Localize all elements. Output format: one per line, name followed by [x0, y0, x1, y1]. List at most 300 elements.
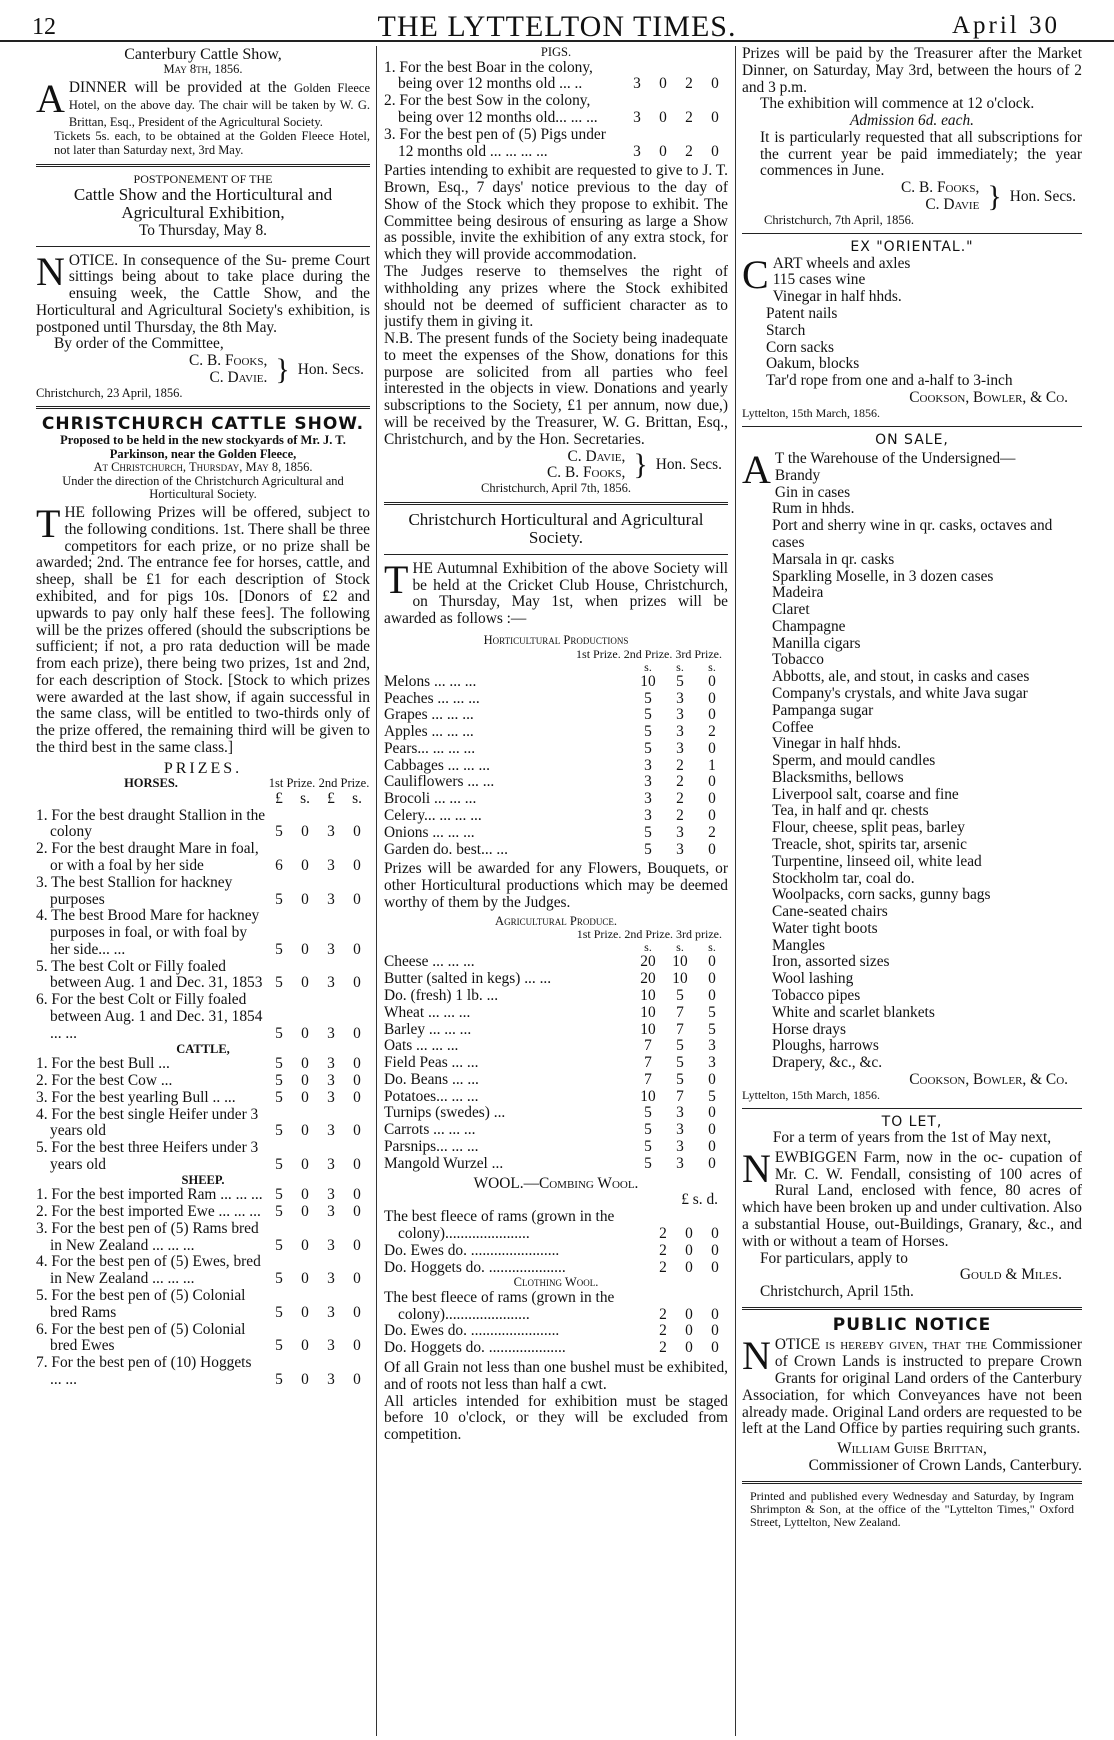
- prize-row: [36, 1204, 370, 1221]
- prize-label: 1. For the best draught Stallion in the colony: [36, 806, 266, 841]
- text: OTICE. In consequence of the Su-: [68, 251, 287, 269]
- prize-value: 2: [676, 806, 684, 824]
- advert-subtitle: For a term of years from the 1st of May next,: [772, 1129, 1052, 1147]
- prize-label: The best fleece of rams (grown in the colony)......................: [384, 1288, 615, 1323]
- prize-row: [36, 1073, 370, 1090]
- prize-label: Do. Ewes do. .......................: [384, 1322, 560, 1340]
- prize-value: 0: [301, 1155, 309, 1173]
- prize-value: 0: [301, 1370, 309, 1388]
- firm-name: Cookson, Bowler, & Co.: [909, 388, 1068, 406]
- goods-list: [742, 251, 1082, 390]
- prize-value: 3: [327, 1122, 335, 1140]
- brace: }: [633, 448, 648, 482]
- text: cupation of Mr. C. W. Fendall, consisting of 100 acres of Rural Land, enclosed with fence, 80 acres of which have been broken up and under cultivation. Also a substantial House, out-Buildings, Granary, &c., and with or without a team of Horses.: [742, 1148, 1082, 1250]
- divider: [36, 164, 370, 167]
- prize-row: [384, 1022, 728, 1039]
- prize-row: [384, 1055, 728, 1072]
- text: By order of the Committee,: [54, 335, 224, 353]
- signatory-role: Hon. Secs.: [655, 455, 722, 473]
- prize-label: 6. For the best pen of (5) Colonial bred Ewes: [36, 1320, 246, 1355]
- prize-value: 0: [353, 1370, 361, 1388]
- prize-value: 5: [676, 672, 684, 690]
- prize-value: 5: [644, 823, 652, 841]
- paragraph: The exhibition will commence at 12 o'clock.: [760, 95, 1035, 113]
- prize-value: 0: [353, 1071, 361, 1089]
- prize-label: 1. For the best Bull ...: [36, 1055, 170, 1073]
- text: OTICE is hereby given, that the: [774, 1336, 988, 1354]
- prize-value: 2: [685, 108, 693, 126]
- prize-label: 2. For the best Cow ...: [36, 1071, 173, 1089]
- prize-value: 3: [327, 1186, 335, 1204]
- prize-label: Field Peas ... ...: [384, 1054, 479, 1072]
- prize-label: 1. For the best Boar in the colony, being over 12 months old ... ..: [384, 58, 593, 93]
- prize-row: [36, 959, 370, 993]
- prize-value: 0: [301, 1303, 309, 1321]
- prize-value: 3: [327, 890, 335, 908]
- column-header: 2nd Prize.: [318, 776, 370, 791]
- prize-value: 0: [708, 987, 716, 1004]
- prize-label: 2. For the best Sow in the colony, being over 12 months old... ... ...: [384, 92, 598, 126]
- prize-value: 5: [275, 1236, 283, 1254]
- goods-item: Claret: [772, 601, 810, 619]
- column-header: s.: [300, 789, 310, 807]
- prize-value: 3: [327, 1024, 335, 1042]
- prize-value: 3: [633, 108, 641, 126]
- issue-date: April 30: [951, 12, 1060, 39]
- section-heading: PIGS.: [540, 46, 572, 59]
- prize-value: 0: [659, 142, 667, 160]
- prize-value: 5: [275, 1337, 283, 1355]
- goods-item: Drapery, &c., &c.: [772, 1054, 883, 1072]
- prize-value: 0: [301, 1122, 309, 1140]
- prize-label: Butter (salted in kegs) ... ...: [384, 970, 552, 988]
- prize-value: 5: [676, 1037, 684, 1055]
- section-heading: Clothing Wool.: [513, 1275, 599, 1290]
- prize-value: 0: [353, 1024, 361, 1042]
- prize-value: 0: [711, 1339, 719, 1357]
- prize-value: 5: [644, 739, 652, 757]
- prize-value: 10: [640, 987, 656, 1004]
- text: DINNER will be provided at the: [68, 79, 287, 97]
- prize-value: 5: [644, 1154, 652, 1172]
- goods-item: Corn sacks: [766, 338, 834, 356]
- prize-label: 6. For the best Colt or Filly foaled between Aug. 1 and Dec. 31, 1854 ... ...: [36, 991, 263, 1042]
- section-heading: Horticultural Productions: [483, 632, 629, 647]
- article-title: CHRISTCHURCH CATTLE SHOW.: [41, 414, 365, 435]
- column-header: s.: [352, 789, 362, 807]
- prize-value: 2: [685, 75, 693, 93]
- prize-row: [384, 1038, 728, 1055]
- prize-row: [36, 1355, 370, 1389]
- prize-row: [384, 1105, 728, 1122]
- prize-row: [36, 841, 370, 875]
- prize-label: Grapes ... ... ...: [384, 706, 474, 724]
- prize-value: 5: [708, 1020, 716, 1038]
- prize-value: 3: [676, 1138, 684, 1156]
- text: EWBIGGEN Farm, now in the oc-: [774, 1148, 1004, 1166]
- signatory-role: Commissioner of Crown Lands, Canterbury.: [808, 1456, 1082, 1474]
- goods-item: Tea, in half and qr. chests: [772, 802, 929, 820]
- prize-value: 7: [676, 1003, 684, 1021]
- prize-value: 7: [676, 1087, 684, 1105]
- goods-item: Rum in hhds.: [772, 500, 855, 518]
- drop-cap: T: [384, 556, 409, 602]
- column-header: s.: [708, 940, 716, 955]
- goods-item: Tobacco pipes: [772, 987, 861, 1005]
- column-header: s.: [644, 940, 652, 955]
- column-header: 1st Prize. 2nd Prize. 3rd prize.: [576, 927, 722, 942]
- prize-value: 0: [685, 1339, 693, 1357]
- prize-label: Do. Ewes do. .......................: [384, 1241, 560, 1259]
- drop-cap: N: [36, 248, 65, 294]
- prize-value: 20: [640, 970, 656, 988]
- prize-value: 3: [327, 1303, 335, 1321]
- paragraph: The Judges reserve to themselves the right of withholding any prizes where the Stock exhibited should not be deemed of sufficient character as to justify them in giving it.: [384, 263, 728, 331]
- prize-value: 5: [275, 1155, 283, 1173]
- prize-value: 5: [275, 1186, 283, 1204]
- prize-row: [384, 758, 728, 775]
- divider: [742, 1307, 1082, 1310]
- prize-label: Potatoes... ... ...: [384, 1087, 479, 1105]
- prize-row: [36, 808, 370, 842]
- signatory: William Guise Brittan,: [837, 1440, 987, 1458]
- signatory-role: Hon. Secs.: [1009, 187, 1076, 205]
- prize-value: 7: [644, 1054, 652, 1072]
- prize-value: 0: [685, 1322, 693, 1340]
- prize-label: Wheat ... ... ...: [384, 1003, 471, 1021]
- prize-value: 3: [644, 806, 652, 824]
- prize-row: [36, 1288, 370, 1322]
- cattle-prize-list: [36, 1056, 370, 1173]
- dateline: Lyttelton, 15th March, 1856.: [742, 1087, 880, 1102]
- prize-label: 3. For the best pen of (5) Rams bred in New Zealand ... ... ...: [36, 1219, 259, 1254]
- prize-value: 3: [327, 1055, 335, 1073]
- goods-item: Starch: [766, 321, 806, 339]
- prize-value: 20: [640, 953, 656, 971]
- prize-value: 0: [685, 1258, 693, 1276]
- column-header: s.: [708, 659, 716, 674]
- prize-value: 5: [644, 723, 652, 741]
- prize-row: [384, 971, 728, 988]
- paragraph: Parties intending to exhibit are requested to give to J. T. Brown, Esq., 7 days' notice previous to the day of Show of the Stock which they propose to exhibit. The Committee being desirous of ensuring as large a Show as possible, invite the exhibition of any extra stock, for which they will provide accommodation.: [384, 162, 728, 264]
- goods-item: White and scarlet blankets: [772, 1003, 935, 1021]
- prize-label: Cheese ... ... ...: [384, 953, 475, 971]
- to-let-advert: [742, 1115, 1082, 1301]
- article-title: Canterbury Cattle Show,: [124, 46, 282, 63]
- advert-title: TO LET,: [881, 1113, 943, 1130]
- prize-value: 7: [644, 1070, 652, 1088]
- admission-price: Admission 6d. each.: [850, 112, 974, 130]
- section-heading: PRIZES.: [163, 759, 243, 777]
- sheep-prize-list: [36, 1187, 370, 1388]
- prize-value: 5: [644, 706, 652, 724]
- drop-cap: N: [742, 1333, 771, 1379]
- horticultural-notice: [384, 511, 728, 1444]
- divider: [384, 502, 728, 505]
- dateline: Christchurch, April 15th.: [760, 1283, 914, 1301]
- prize-value: 5: [275, 1303, 283, 1321]
- prize-label: 2. For the best imported Ewe ... ... ...: [36, 1203, 261, 1221]
- paragraph: Of all Grain not less than one bushel must be exhibited, and of roots not less than half a cwt.: [384, 1359, 728, 1393]
- masthead: [0, 0, 1114, 42]
- dateline: Christchurch, 23 April, 1856.: [36, 385, 183, 400]
- prize-value: 2: [676, 773, 684, 791]
- prize-value: 5: [275, 890, 283, 908]
- imprint: Printed and published every Wednesday and Saturday, by Ingram Shrimpton & Son, at the office of the "Lyttelton Times," Oxford Street, Lyttelton, New Zealand.: [750, 1488, 1074, 1529]
- column-header: 1st Prize. 2nd Prize. 3rd Prize.: [576, 646, 722, 661]
- prize-value: 0: [353, 1122, 361, 1140]
- goods-item: Abbotts, ale, and stout, in casks and cases: [772, 668, 1030, 686]
- prize-value: 0: [301, 856, 309, 874]
- prize-value: 0: [301, 823, 309, 841]
- goods-item: Treacle, shot, spirits tar, arsenic: [772, 836, 967, 854]
- prize-value: 5: [275, 1370, 283, 1388]
- goods-item: Champagne: [772, 617, 846, 635]
- divider: [742, 233, 1082, 234]
- prize-label: Carrots ... ... ...: [384, 1121, 476, 1139]
- article-date: To Thursday, May 8.: [138, 221, 268, 239]
- prize-value: 2: [659, 1339, 667, 1357]
- prize-value: 0: [711, 1224, 719, 1242]
- prize-value: 0: [353, 1088, 361, 1106]
- paragraph: It is particularly requested that all subscriptions for the current year be paid immediately; the year commences in June.: [760, 128, 1082, 180]
- section-heading: HORSES.: [124, 776, 178, 791]
- text: Commissioner of Crown Lands is instructed to prepare Crown Grants for original Land orders of the Canterbury Association, for which Conveyances have not been already made. Original Land orders are requested to be left at the Land Office by parties requiring such grants.: [742, 1336, 1082, 1438]
- prize-value: 3: [327, 856, 335, 874]
- divider: [36, 406, 370, 409]
- prize-value: 2: [708, 723, 716, 741]
- on-sale-advert: [742, 433, 1082, 1102]
- dateline: Christchurch, 7th April, 1856.: [764, 212, 914, 227]
- goods-item: Brandy: [774, 466, 821, 484]
- prize-value: 5: [676, 1054, 684, 1072]
- prize-label: 3. For the best yearling Bull .. ...: [36, 1088, 236, 1106]
- article-subtitle: Proposed to be held in the new stockyards of Mr. J. T. Parkinson, near the Golden Fleece,: [60, 432, 346, 461]
- prize-value: 3: [633, 75, 641, 93]
- goods-item: Tar'd rope from one and a-half to 3-inch: [766, 372, 1013, 390]
- prize-value: 0: [353, 974, 361, 992]
- horticultural-prize-list: [384, 674, 728, 859]
- prize-row: [384, 1156, 728, 1173]
- prize-row: [36, 1107, 370, 1141]
- newspaper-title: THE LYTTELTON TIMES.: [377, 10, 737, 43]
- goods-item: Stockholm tar, coal do.: [772, 869, 915, 887]
- prize-value: 5: [275, 1055, 283, 1073]
- prize-row: [36, 1221, 370, 1255]
- prize-label: Parsnips... ... ...: [384, 1138, 479, 1156]
- prize-row: [36, 908, 370, 958]
- prize-value: 3: [327, 974, 335, 992]
- prize-value: 0: [301, 890, 309, 908]
- prize-label: 4. The best Brood Mare for hackney purposes in foal, or with foal by her side... ...: [36, 907, 260, 958]
- prize-label: 1. For the best imported Ram ... ... ...: [36, 1186, 263, 1204]
- prize-value: 3: [327, 1270, 335, 1288]
- oriental-advert: [742, 240, 1082, 419]
- signatory: C. B. Fooks,: [901, 179, 980, 197]
- prize-value: 3: [676, 840, 684, 858]
- goods-item: Wool lashing: [772, 970, 854, 988]
- prize-value: 3: [676, 823, 684, 841]
- prize-row: [384, 724, 728, 741]
- prize-value: 5: [275, 940, 283, 958]
- prize-label: Onions ... ... ...: [384, 823, 475, 841]
- prize-value: 7: [644, 1037, 652, 1055]
- prize-label: Peaches ... ... ...: [384, 689, 480, 707]
- prize-label: Garden do. best... ...: [384, 840, 508, 858]
- prize-row: [36, 1187, 370, 1204]
- prize-value: 0: [353, 890, 361, 908]
- prize-value: 5: [708, 1087, 716, 1105]
- section-heading: Agricultural Produce.: [495, 913, 617, 928]
- prize-label: 2. For the best draught Mare in foal, or with a foal by her side: [36, 840, 259, 874]
- goods-item: Company's crystals, and white Java sugar: [772, 684, 1028, 702]
- prize-value: 5: [275, 1270, 283, 1288]
- prize-value: 3: [708, 1054, 716, 1072]
- prize-value: 3: [644, 756, 652, 774]
- page-number: 12: [32, 14, 56, 40]
- column-header: s.: [644, 659, 652, 674]
- prize-value: 0: [708, 970, 716, 988]
- prize-value: 10: [640, 1087, 656, 1105]
- prize-value: 0: [301, 974, 309, 992]
- text: subject to the following conditions. 1st. There shall be three competitors for each prize, or no prize shall be awarded; 2nd. The entrance fee for horses, cattle, and sheep, shall be £1 for each description of Stock exhibited, and for pigs 10s. [Donors of £2 and upwards to pay only half these fees]. The following will be the prizes offered (should the subscriptions be sufficient; if not, a pro rata deduction will be made from each prize), there being two prizes, 1st and 2nd, for each description of Stock. [Stock to which prizes were awarded at the last show, if again successful in the same class, will be entitled to two-thirds only of the prize offered, the remaining third will be given to the third best in the same class.]: [36, 504, 370, 756]
- prize-row: [384, 1122, 728, 1139]
- prize-row: [384, 691, 728, 708]
- horse-prize-list: [36, 808, 370, 1043]
- prize-label: 5. For the best pen of (5) Colonial bred Rams: [36, 1286, 246, 1321]
- prize-label: Pears... ... ... ...: [384, 739, 476, 757]
- prize-value: 2: [659, 1258, 667, 1276]
- prize-value: 10: [640, 1003, 656, 1021]
- prize-row: [384, 1260, 728, 1277]
- text: above Society will be held at the Cricket Club House, Christchurch, on Thursday, May 1st, when prizes will be awarded as follows :—: [384, 559, 728, 628]
- prize-row: [384, 127, 728, 161]
- prize-value: 5: [275, 1024, 283, 1042]
- section-heading: SHEEP.: [181, 1172, 225, 1187]
- column-3: [742, 46, 1082, 1730]
- prize-value: 3: [327, 1155, 335, 1173]
- signatory: C. Davie: [925, 196, 980, 214]
- text: HE following Prizes will be offered,: [64, 504, 302, 522]
- prize-value: 0: [711, 75, 719, 93]
- prize-value: 5: [644, 1138, 652, 1156]
- section-heading: WOOL.—Combing Wool.: [473, 1174, 639, 1192]
- cattle-show-notice: [36, 415, 370, 1388]
- prize-label: Cauliflowers ... ...: [384, 773, 495, 791]
- prize-value: 3: [327, 1236, 335, 1254]
- prize-value: 0: [301, 1203, 309, 1221]
- prize-label: Do. Hoggets do. ....................: [384, 1339, 566, 1357]
- prize-value: 3: [676, 723, 684, 741]
- goods-item: Water tight boots: [772, 919, 878, 937]
- prize-label: Melons ... ... ...: [384, 672, 477, 690]
- prize-value: 0: [301, 1071, 309, 1089]
- paragraph: Prizes will be paid by the Treasurer after the Market Dinner, on Saturday, May 3rd, between the hours of 2 and 3 p.m.: [742, 46, 1082, 96]
- prize-row: [384, 1139, 728, 1156]
- prize-value: 0: [708, 1070, 716, 1088]
- text: preme Court sittings being about to take place during the ensuing week, the Cattle Show, and the Horticultural and Agricultural Society's exhibition, is postponed until Thursday, the 8th May.: [36, 251, 370, 336]
- drop-cap: A: [36, 76, 65, 122]
- prize-value: 5: [275, 1071, 283, 1089]
- prize-label: Do. Beans ... ...: [384, 1070, 479, 1088]
- goods-list: [742, 468, 1082, 1072]
- dateline: Lyttelton, 15th March, 1856.: [742, 405, 880, 420]
- prize-label: Mangold Wurzel ...: [384, 1154, 504, 1172]
- goods-item: Liverpool salt, coarse and fine: [772, 785, 959, 803]
- prize-value: 0: [708, 953, 716, 971]
- prize-value: 3: [676, 739, 684, 757]
- prize-row: [384, 825, 728, 842]
- prize-value: 5: [708, 1003, 716, 1021]
- prize-value: 10: [672, 953, 688, 971]
- prize-row: [36, 1140, 370, 1174]
- drop-cap: A: [742, 447, 771, 493]
- divider: [36, 246, 370, 247]
- prize-value: 0: [708, 773, 716, 791]
- prize-value: 3: [676, 1154, 684, 1172]
- text: T the Warehouse of the Undersigned—: [774, 450, 1016, 468]
- prize-value: 3: [327, 1071, 335, 1089]
- prize-value: 3: [327, 1370, 335, 1388]
- prize-value: 0: [353, 856, 361, 874]
- prize-value: 3: [644, 773, 652, 791]
- prize-value: 0: [353, 1236, 361, 1254]
- article-title: Christchurch Horticultural and Agricultural Society.: [408, 509, 704, 548]
- prize-row: [384, 1005, 728, 1022]
- section-heading: CATTLE,: [176, 1041, 230, 1056]
- prize-value: 0: [708, 706, 716, 724]
- prize-value: 0: [301, 1024, 309, 1042]
- prize-value: 2: [659, 1322, 667, 1340]
- prize-value: 2: [659, 1305, 667, 1323]
- goods-item: 115 cases wine: [772, 271, 866, 289]
- signatory: C. B. Fooks,: [189, 352, 268, 370]
- column-header: £ s. d.: [681, 1191, 718, 1209]
- prize-label: Apples ... ... ...: [384, 723, 474, 741]
- goods-item: Marsala in qr. casks: [772, 550, 895, 568]
- prize-value: 0: [353, 1303, 361, 1321]
- prize-value: 3: [327, 940, 335, 958]
- drop-cap: N: [742, 1145, 771, 1191]
- prize-label: 4. For the best single Heifer under 3 years old: [36, 1105, 259, 1140]
- column-header: 1st Prize.: [268, 776, 316, 791]
- paragraph: Prizes will be awarded for any Flowers, Bouquets, or other Horticultural productions which may be deemed worthy of them by the Judges.: [384, 860, 728, 911]
- drop-cap: C: [742, 251, 769, 297]
- paragraph: All articles intended for exhibition must be staged before 10 o'clock, or they will be excluded from competition.: [384, 1392, 728, 1444]
- prize-value: 0: [711, 1241, 719, 1259]
- prize-value: 0: [685, 1224, 693, 1242]
- goods-item: Vinegar in half hhds.: [772, 735, 902, 753]
- signatory: C. Davie,: [567, 447, 626, 465]
- prize-value: 0: [353, 1337, 361, 1355]
- prize-value: 0: [711, 1322, 719, 1340]
- prize-value: 0: [301, 1055, 309, 1073]
- prize-value: 3: [633, 142, 641, 160]
- agricultural-prize-list: [384, 954, 728, 1172]
- brace: }: [987, 180, 1002, 214]
- article-date: At Christchurch, Thursday, May 8, 1856.: [93, 460, 313, 475]
- prize-value: 0: [711, 142, 719, 160]
- prize-value: 0: [708, 672, 716, 690]
- prize-label: Brocoli ... ... ...: [384, 790, 477, 808]
- divider: [742, 1481, 1082, 1484]
- paragraph: N.B. The present funds of the Society being inadequate to meet the expenses of the Show, donations for this purpose are solicited from all parties who feel interested in the objects in view. Donations and yearly subscriptions to the Society, £1 per annum, now due,) will be received by the Treasurer, W. G. Brittan, Esq., Christchurch, and by the Hon. Secretaries.: [384, 330, 728, 448]
- postponement-notice: [36, 173, 370, 401]
- signatory-role: Hon. Secs.: [297, 360, 364, 378]
- goods-item: Turpentine, linseed oil, white lead: [772, 852, 982, 870]
- prize-label: 7. For the best pen of (10) Hoggets ... ...: [36, 1354, 252, 1388]
- prize-row: [384, 1072, 728, 1089]
